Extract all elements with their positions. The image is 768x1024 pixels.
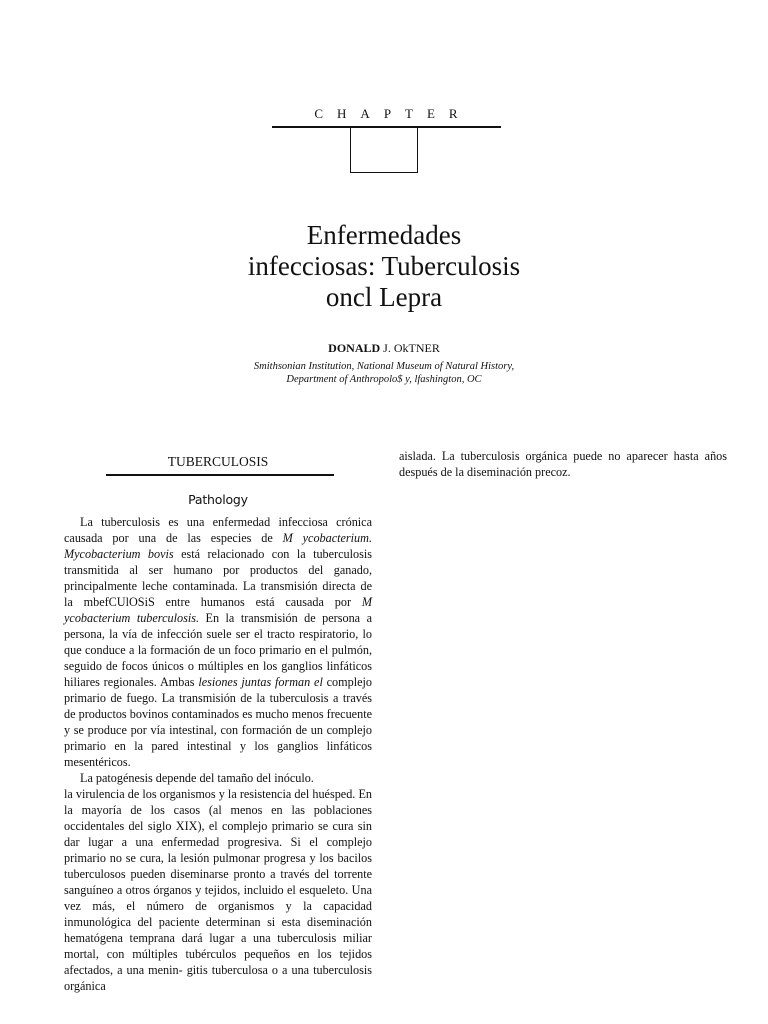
section-rule [106, 474, 334, 476]
affiliation-line-2: Department of Anthropolo$ y, lfashington, OC [286, 374, 482, 385]
left-column [64, 452, 372, 994]
chapter-title [180, 220, 588, 313]
p1-italic-2: M ycobacterium tuberculosis. [64, 595, 372, 625]
paragraph-1 [64, 514, 372, 770]
paragraph-3: la virulencia de los organismos y la resistencia del huésped. En la mayoría de los casos (al menos en las poblaciones occidentales del siglo XIX), el complejo primario se cura sin dar lugar a una enfermedad progresiva. Si el complejo primario no se cura, la lesión pulmonar progresa y los bacilos tuberculosos pueden diseminarse pronto a través del torrente sanguíneo a otros órganos y tejidos, incluido el esqueleto. Una vez más, el número de organismos y la capacidad inmunológica del paciente determinan si esta diseminación hematógena temprana dará lugar a una tuberculosis miliar mortal, con múltiples tubérculos pequeños en los tejidos afectados, a una menin- gitis tuberculosa o a una tuberculosis orgánica [64, 787, 372, 993]
title-line-3: oncl Lepra [325, 282, 443, 312]
author-name-rest: J. OkTNER [383, 341, 440, 355]
author-name-bold: DONALD [328, 341, 381, 355]
affiliation-line-1: Smithsonian Institution, National Museum of Natural History, [253, 361, 515, 372]
p1-text-2: está relacionado con la tuberculosis transmitida al ser humano por productos del ganado, principalmente leche contaminada. La transmisión directa de la mbefCUlOSiS entre humanos está causada por [64, 547, 372, 609]
p1-italic-3: lesiones juntas forman el [198, 675, 323, 689]
title-line-2: infecciosas: Tuberculosis [247, 251, 521, 281]
p1-text-3: En la transmisión de persona a persona, la vía de infección suele ser el tracto respiratorio, lo que conduce a la formación de un foco primario en el pulmón, seguido de focos únicos o múltiples en los ganglios linfáticos hiliares regionales. Ambas [64, 611, 372, 689]
title-line-1: Enfermedades [306, 220, 462, 250]
chapter-number-box [350, 128, 418, 173]
section-heading: TUBERCULOSIS [167, 454, 269, 469]
paragraph-right: aislada. La tuberculosis orgánica puede no aparecer hasta años después de la diseminación precoz. [399, 449, 727, 479]
p1-text-1: La tuberculosis es una enfermedad infecciosa crónica causada por una de las especies de [64, 515, 372, 545]
p1-italic-1: M ycobacterium. Mycobacterium bovis [64, 531, 373, 561]
chapter-label: CHAPTER [314, 106, 472, 121]
author-affiliation [180, 360, 588, 386]
right-column [399, 448, 727, 480]
sub-heading: Pathology [188, 492, 248, 507]
author-name [180, 341, 588, 356]
paragraph-2: La patogénesis depende del tamaño del inóculo. [80, 771, 314, 785]
p1-text-4: complejo primario de fuego. La transmisión de la tuberculosis a través de productos bovinos contaminados es mucho menos frecuente y se produce por vía intestinal, con formación de un complejo primario en la pared intestinal y los ganglios linfáticos mesentéricos. [64, 675, 372, 769]
